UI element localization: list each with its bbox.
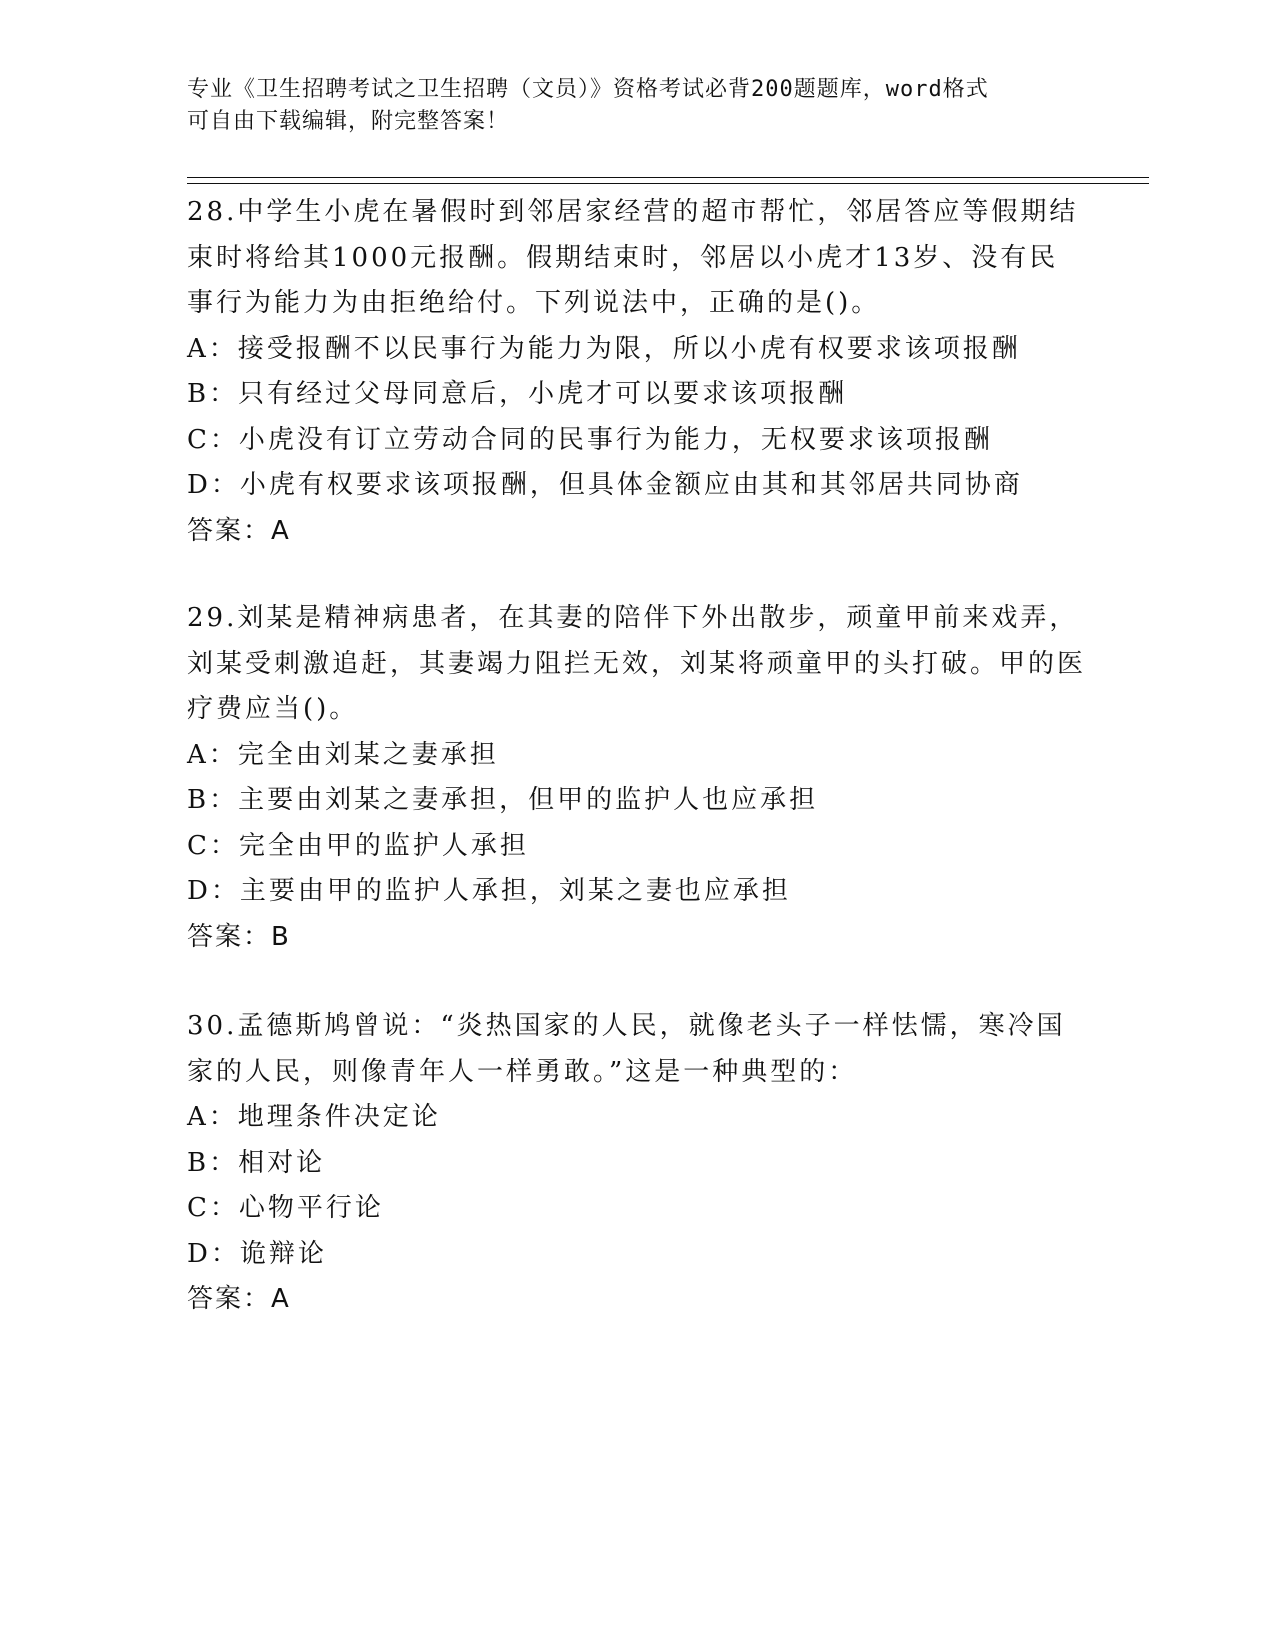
option-d: D：小虎有权要求该项报酬，但具体金额应由其和其邻居共同协商 — [187, 470, 1023, 500]
answer-label: 答案：A — [187, 1284, 291, 1314]
answer-label: 答案：B — [187, 921, 291, 952]
option-c: C：完全由甲的监护人承担 — [187, 830, 529, 861]
question-stem: 30.孟德斯鸠曾说：“炎热国家的人民，就像老头子一样怯懦，寒冷国家的人民，则像青年人一样勇敢。”这是一种典型的： — [187, 1011, 1066, 1087]
option-d: D：诡辩论 — [187, 1238, 327, 1269]
option-a: A：接受报酬不以民事行为能力为限，所以小虎有权要求该项报酬 — [187, 333, 1021, 364]
header-divider-bottom — [187, 183, 1149, 184]
answer-label: 答案：A — [187, 515, 291, 546]
question-30 — [187, 1004, 1087, 1323]
option-d: D：主要由甲的监护人承担，刘某之妻也应承担 — [187, 876, 791, 906]
option-c: C：小虎没有订立劳动合同的民事行为能力，无权要求该项报酬 — [187, 424, 993, 455]
option-a: A：地理条件决定论 — [187, 1102, 441, 1132]
option-a: A：完全由刘某之妻承担 — [187, 739, 499, 770]
header-line-1: 专业《卫生招聘考试之卫生招聘（文员）》资格考试必背200题题库，word格式 — [187, 77, 989, 102]
option-b: B：只有经过父母同意后，小虎才可以要求该项报酬 — [187, 379, 848, 409]
option-c: C：心物平行论 — [187, 1193, 384, 1223]
option-b: B：主要由刘某之妻承担，但甲的监护人也应承担 — [187, 785, 819, 815]
question-29 — [187, 596, 1087, 960]
header-line-2: 可自由下载编辑，附完整答案！ — [187, 109, 510, 134]
header-divider-top — [187, 177, 1149, 178]
document-header — [187, 74, 1087, 138]
question-stem: 28.中学生小虎在暑假时到邻居家经营的超市帮忙，邻居答应等假期结束时将给其1000元报酬。假期结束时，邻居以小虎才13岁、没有民事行为能力为由拒绝给付。下列说法中，正确的是()。 — [187, 197, 1079, 318]
question-stem: 29.刘某是精神病患者，在其妻的陪伴下外出散步，顽童甲前来戏弄，刘某受刺激追赶，其妻竭力阻拦无效，刘某将顽童甲的头打破。甲的医疗费应当()。 — [187, 603, 1087, 724]
option-b: B：相对论 — [187, 1147, 326, 1178]
question-28 — [187, 190, 1087, 554]
